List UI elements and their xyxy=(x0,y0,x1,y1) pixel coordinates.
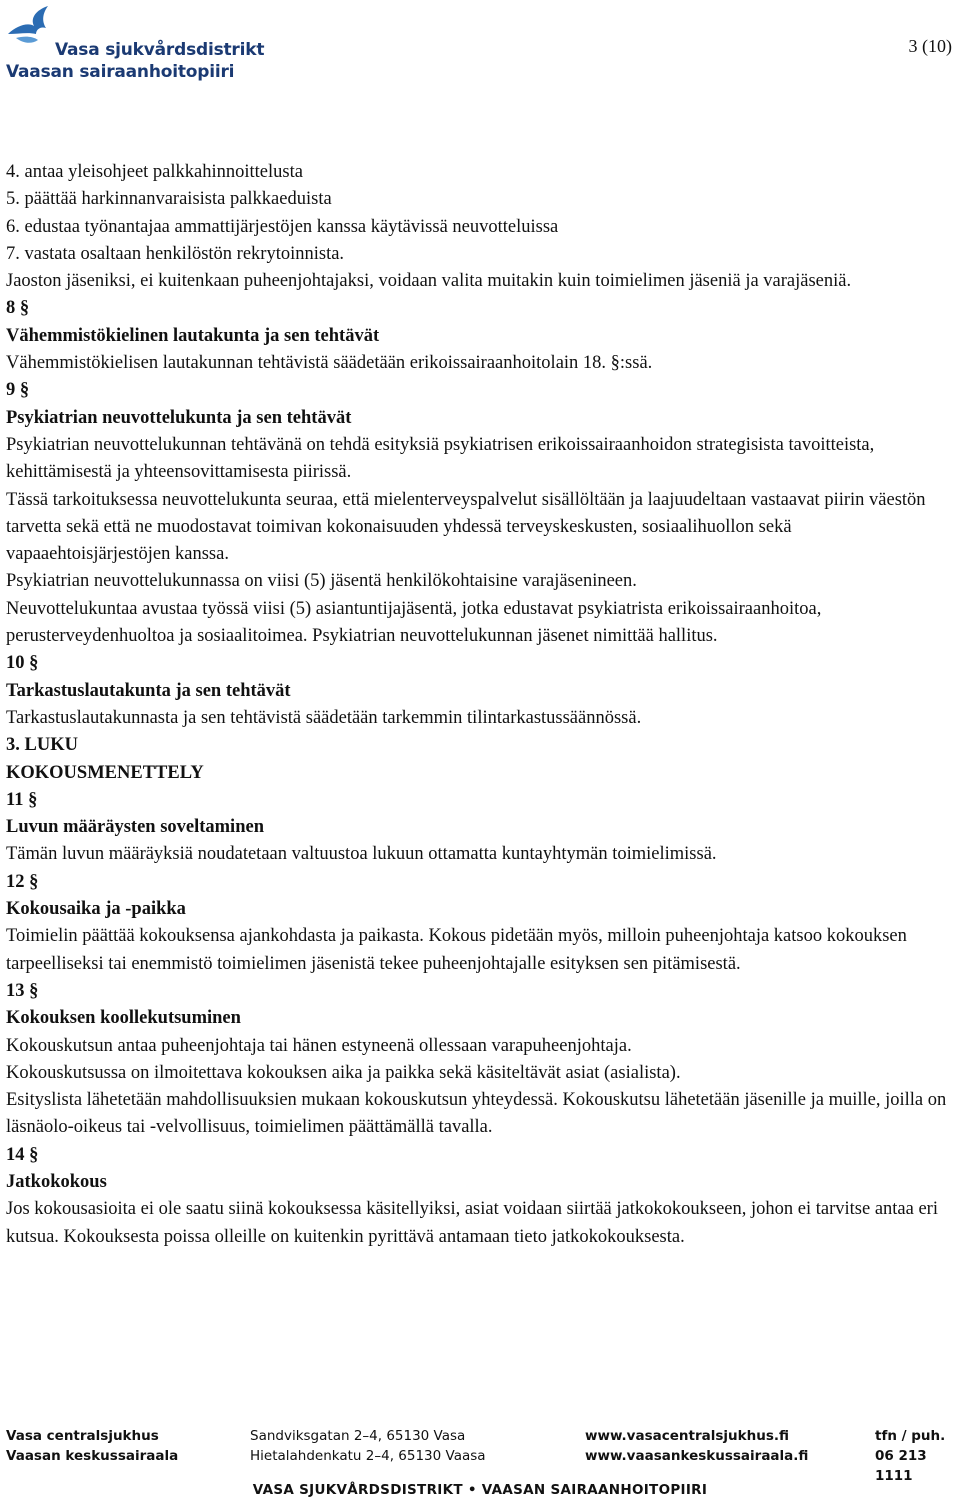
list-item: 7. vastata osaltaan henkilöstön rekrytoinnista. xyxy=(6,243,345,264)
section-title: Jatkokokous xyxy=(6,1171,107,1192)
address-swedish: Sandviksgatan 2–4, 65130 Vasa xyxy=(250,1428,466,1444)
paragraph: Tarkastuslautakunnasta ja sen tehtävistä säädetään tarkemmin tilintarkastussäännössä. xyxy=(6,707,642,728)
section-title: Kokouksen koollekutsuminen xyxy=(6,1008,241,1029)
section-number: 9 § xyxy=(6,380,30,401)
section-title: Vähemmistökielinen lautakunta ja sen tehtävät xyxy=(6,325,380,346)
paragraph: Kokouskutsussa on ilmoitettava kokouksen aika ja paikka sekä käsiteltävät asiat (asialista). xyxy=(6,1062,681,1083)
paragraph: Vähemmistökielisen lautakunnan tehtävistä säädetään erikoissairaanhoitolain 18. §:ssä. xyxy=(6,353,653,374)
paragraph: Jaoston jäseniksi, ei kuitenkaan puheenjohtajaksi, voidaan valita muitakin kuin toimielimen jäseniä ja varajäseniä. xyxy=(6,271,852,292)
section-number: 14 § xyxy=(6,1144,39,1165)
section-title: Kokousaika ja -paikka xyxy=(6,899,186,920)
paragraph: Neuvottelukuntaa avustaa työssä viisi (5) asiantuntijajäsentä, jotka edustavat psykiatrista erikoissairaanhoitoa, perusterveydenhuoltoa ja sosiaalitoimea. Psykiatrian neuvottelukunnan jäsenet nimittää hallitus. xyxy=(6,598,822,647)
chapter-number: 3. LUKU xyxy=(6,735,78,756)
section-number: 13 § xyxy=(6,980,39,1001)
org-name-finnish: Vaasan sairaanhoitopiiri xyxy=(6,62,235,82)
paragraph: Psykiatrian neuvottelukunnassa on viisi (5) jäsentä henkilökohtaisine varajäsenineen. xyxy=(6,571,637,592)
hospital-name-swedish: Vasa centralsjukhus xyxy=(6,1428,159,1444)
phone-label: tfn / puh. xyxy=(875,1428,946,1444)
footer-addresses xyxy=(250,1426,486,1466)
section-number: 8 § xyxy=(6,298,30,319)
phone-number: 06 213 1111 xyxy=(875,1448,927,1484)
section-title: Luvun määräysten soveltaminen xyxy=(6,817,264,838)
paragraph: Psykiatrian neuvottelukunnan tehtävänä on tehdä esityksiä psykiatrisen erikoissairaanhoidon strategisista tavoitteista, kehittämisestä ja yhteensovittamisesta piirissä. xyxy=(6,434,875,483)
footer-names xyxy=(6,1426,178,1466)
page-header xyxy=(0,0,960,100)
website-swedish: www.vasacentralsjukhus.fi xyxy=(585,1428,789,1444)
paragraph: Tämän luvun määräyksiä noudatetaan valtuustoa lukuun ottamatta kuntayhtymän toimielimissä. xyxy=(6,844,717,865)
paragraph: Jos kokousasioita ei ole saatu siinä kokouksessa käsitellyiksi, asiat voidaan siirtää jatkokokoukseen, johon ei tarvitse antaa eri kutsua. Kokouksesta poissa olleille on kuitenkin pyrittävä antamaan tieto jatkokokouksesta. xyxy=(6,1199,938,1247)
paragraph: Esityslista lähetetään mahdollisuuksien mukaan kokouskutsun yhteydessä. Kokouskutsu lähetetään jäsenille ja muille, joilla on läsnäolo-oikeus tai -velvollisuus, toimielimen päättämällä tavalla. xyxy=(6,1090,947,1138)
footer-bottom-line: VASA SJUKVÅRDSDISTRIKT • VAASAN SAIRAANHOITOPIIRI xyxy=(252,1482,708,1498)
page-number: 3 (10) xyxy=(908,36,952,56)
section-number: 11 § xyxy=(6,789,38,810)
section-title: Tarkastuslautakunta ja sen tehtävät xyxy=(6,680,291,701)
chapter-title: KOKOUSMENETTELY xyxy=(6,762,204,783)
paragraph: Tässä tarkoituksessa neuvottelukunta seuraa, että mielenterveyspalvelut sisällöltään ja laajuudeltaan vastaavat piirin väestön tarvetta sekä että ne muodostavat toimivan kokonaisuuden yhdessä terveyskeskusten, sosiaalihuollon sekä vapaaehtoisjärjestöjen kanssa. xyxy=(6,489,926,565)
footer-phone xyxy=(875,1426,960,1486)
paragraph: Toimielin päättää kokouksensa ajankohdasta ja paikasta. Kokous pidetään myös, milloin puheenjohtaja katsoo kokouksen tarpeelliseksi tai enemmistö toimielimen jäsenistä tekee puheenjohtajalle esityksen sen pitämisestä. xyxy=(6,926,907,974)
org-name-swedish: Vasa sjukvårdsdistrikt xyxy=(55,40,265,60)
document-body xyxy=(6,159,956,1251)
section-title: Psykiatrian neuvottelukunta ja sen tehtävät xyxy=(6,407,352,428)
address-finnish: Hietalahdenkatu 2–4, 65130 Vaasa xyxy=(250,1448,486,1464)
website-finnish: www.vaasankeskussairaala.fi xyxy=(585,1448,809,1464)
list-item: 5. päättää harkinnanvaraisista palkkaeduista xyxy=(6,189,332,210)
list-item: 4. antaa yleisohjeet palkkahinnoittelusta xyxy=(6,162,303,182)
page-footer xyxy=(0,1420,960,1502)
bird-logo-icon xyxy=(6,4,58,56)
hospital-name-finnish: Vaasan keskussairaala xyxy=(6,1448,179,1464)
section-number: 12 § xyxy=(6,871,39,892)
duties-list xyxy=(6,159,956,268)
footer-websites xyxy=(585,1426,808,1466)
list-item: 6. edustaa työnantajaa ammattijärjestöjen kanssa käytävissä neuvotteluissa xyxy=(6,216,559,237)
paragraph: Kokouskutsun antaa puheenjohtaja tai hänen estyneenä ollessaan varapuheenjohtaja. xyxy=(6,1035,632,1056)
section-number: 10 § xyxy=(6,653,39,674)
